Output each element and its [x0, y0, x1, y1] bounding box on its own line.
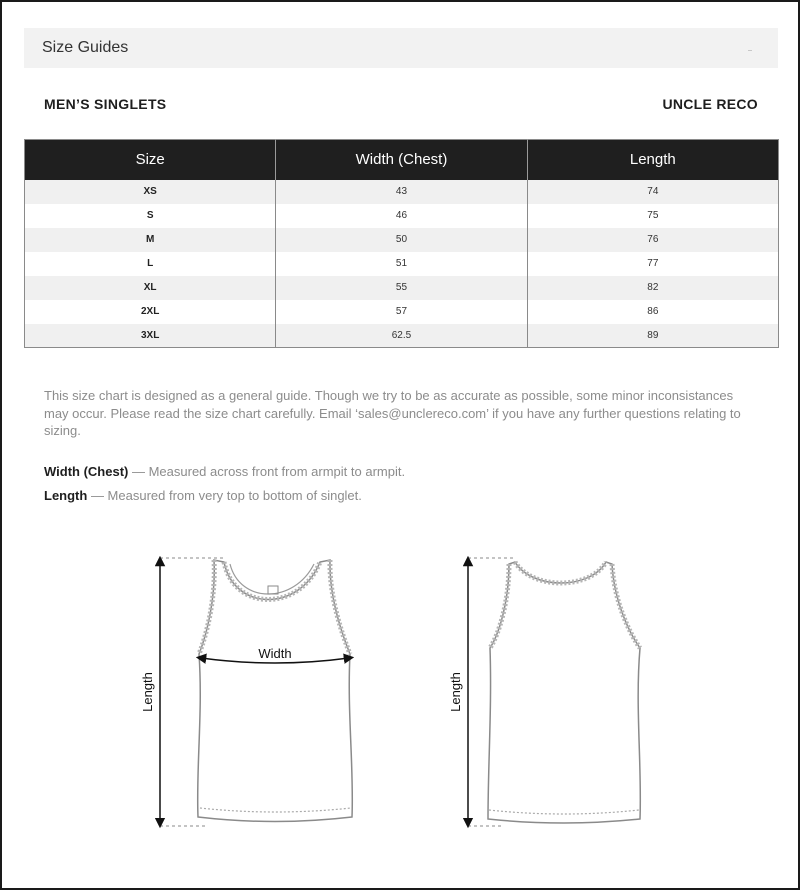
length-term: Length — [44, 488, 88, 503]
table-row — [25, 252, 779, 276]
table-row — [25, 276, 779, 300]
length-cell: 82 — [527, 276, 778, 300]
width-cell: 46 — [276, 204, 527, 228]
length-cell: 89 — [527, 324, 778, 348]
width-cell: 43 — [276, 180, 527, 204]
width-cell: 50 — [276, 228, 527, 252]
size-cell: L — [25, 252, 276, 276]
column-header-length: Length — [527, 140, 778, 180]
width-cell: 51 — [276, 252, 527, 276]
length-definition — [44, 488, 362, 503]
width-definition — [44, 464, 405, 479]
size-cell: 2XL — [25, 300, 276, 324]
size-cell: M — [25, 228, 276, 252]
column-header-width: Width (Chest) — [276, 140, 527, 180]
length-cell: 75 — [527, 204, 778, 228]
size-cell: XS — [25, 180, 276, 204]
size-guides-title: Size Guides — [42, 39, 129, 56]
table-row — [25, 180, 779, 204]
length-cell: 77 — [527, 252, 778, 276]
size-cell: XL — [25, 276, 276, 300]
length-cell: 74 — [527, 180, 778, 204]
size-disclaimer: This size chart is designed as a general guide. Though we try to be as accurate as possible, some minor inconsistances may occur. Please read the size chart carefully. Email ‘sales@unclereco.com’ if you have any further questions relating to sizing. — [44, 388, 741, 438]
product-title: MEN’S SINGLETS — [44, 96, 167, 112]
column-header-size: Size — [25, 140, 276, 180]
table-row — [25, 324, 779, 348]
front-singlet-illustration — [198, 560, 353, 822]
length-cell: 86 — [527, 300, 778, 324]
back-length-label: Length — [448, 672, 463, 712]
width-cell: 55 — [276, 276, 527, 300]
front-length-label: Length — [140, 672, 155, 712]
size-guides-header[interactable] — [24, 28, 778, 68]
table-row — [25, 204, 779, 228]
width-cell: 62.5 — [276, 324, 527, 348]
width-term: Width (Chest) — [44, 464, 129, 479]
width-cell: 57 — [276, 300, 527, 324]
table-row — [25, 228, 779, 252]
table-row — [25, 300, 779, 324]
size-chart-table — [24, 139, 779, 348]
width-description: — Measured across front from armpit to armpit. — [128, 464, 406, 479]
size-cell: 3XL — [25, 324, 276, 348]
width-label: Width — [258, 646, 292, 661]
collapse-icon[interactable] — [748, 50, 752, 51]
back-singlet-illustration — [488, 562, 640, 823]
measurement-diagram — [2, 542, 800, 842]
brand-name: UNCLE RECO — [662, 96, 758, 112]
table-header-row — [25, 140, 779, 180]
size-cell: S — [25, 204, 276, 228]
length-cell: 76 — [527, 228, 778, 252]
length-description: — Measured from very top to bottom of singlet. — [87, 488, 362, 503]
